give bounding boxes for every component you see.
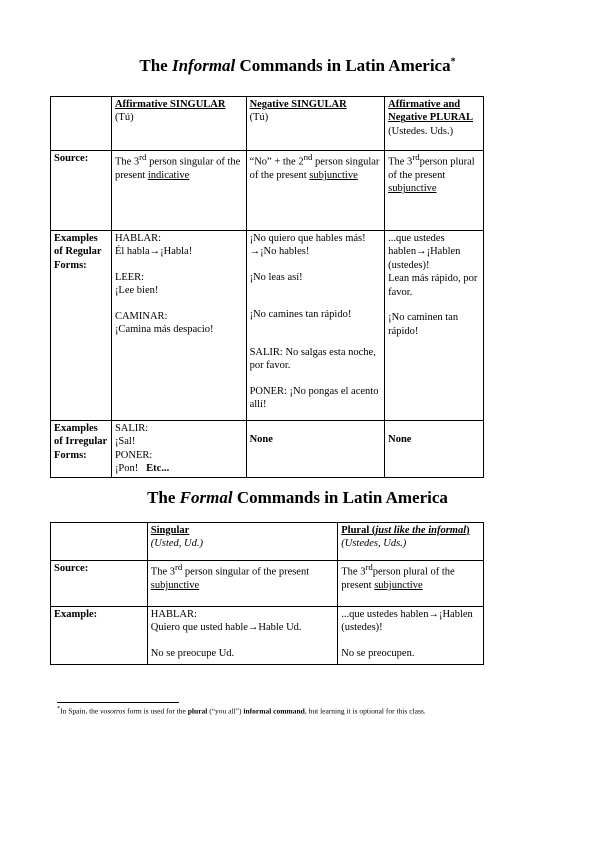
source-plural: The 3rdperson plural of the present subjunctive [385,151,484,231]
title-text: The [139,56,172,75]
informal-table [50,96,484,478]
example-singular: HABLAR: Quiero que usted hable→Hable Ud. No se preocupe Ud. [147,607,337,665]
irregular-plural: None [385,421,484,478]
footnote-marker: * [450,56,456,68]
irregular-row [51,421,484,478]
row-label-regular: Examples of Regular Forms: [51,231,112,421]
source-plural: The 3rdperson plural of the present subjunctive [338,561,484,607]
header-plural: Plural (just like the informal) (Ustedes, Uds.) [338,523,484,561]
informal-title [0,56,595,76]
source-neg: “No” + the 2nd person singular of the present subjunctive [246,151,385,231]
title-text: Commands in Latin America [235,56,451,75]
header-singular: Singular (Usted, Ud.) [147,523,337,561]
header-plural: Affirmative and Negative PLURAL (Ustedes. Uds.) [385,97,484,151]
row-label-example: Example: [51,607,148,665]
empty-cell [51,523,148,561]
row-label-irregular: Examples of Irregular Forms: [51,421,112,478]
formal-table [50,522,484,665]
footnote-rule [57,702,179,703]
regular-row [51,231,484,421]
formal-title: The Formal Commands in Latin America [147,488,448,507]
regular-plural: ...que ustedes hablen→¡Hablen (ustedes)! Lean más rápido, por favor. ¡No caminen tan rápido! [385,231,484,421]
row-label-source: Source: [51,561,148,607]
source-row [51,151,484,231]
example-plural: ...que ustedes hablen→¡Hablen (ustedes)! No se preocupen. [338,607,484,665]
footnote: *In Spain, the vosotros form is used for the plural (“you all”) informal command, but learning it is optional for this class. [57,705,426,716]
source-row [51,561,484,607]
empty-cell [51,97,112,151]
title-italic: Informal [171,56,236,75]
header-row [51,523,484,561]
header-aff-singular: Affirmative SINGULAR (Tú) [111,97,246,151]
regular-neg: ¡No quiero que hables más!→¡No hables! ¡No leas así! ¡No camines tan rápido! SALIR: No salgas esta noche, por favor. PONER: ¡No pongas el acento allí! [246,231,385,421]
irregular-neg: None [246,421,385,478]
row-label-source: Source: [51,151,112,231]
source-aff: The 3rd person singular of the present indicative [111,151,246,231]
regular-aff: HABLAR: Él habla→¡Habla! LEER: ¡Lee bien! CAMINAR: ¡Camina más despacio! [111,231,246,421]
example-row [51,607,484,665]
irregular-aff: SALIR: ¡Sal! PONER: ¡Pon! Etc... [111,421,246,478]
header-row [51,97,484,151]
source-singular: The 3rd person singular of the present subjunctive [147,561,337,607]
header-neg-singular: Negative SINGULAR (Tú) [246,97,385,151]
